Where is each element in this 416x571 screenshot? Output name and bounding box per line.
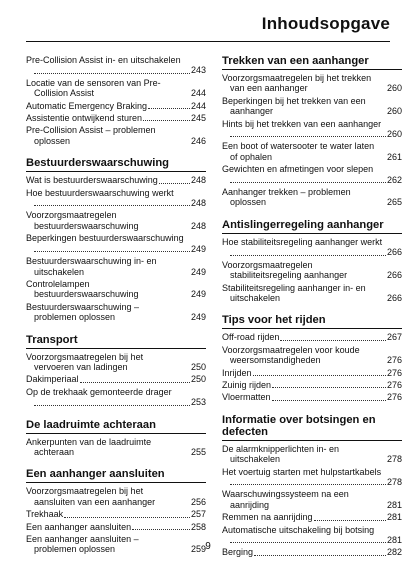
toc-entry-page: 262 — [386, 174, 402, 185]
toc-entry[interactable] — [26, 486, 206, 507]
toc-entry-label: Beperkingen bij het trekken van een aanhanger — [222, 95, 366, 117]
section-heading: Transport — [26, 333, 78, 346]
toc-entry-page: 248 — [190, 175, 206, 186]
toc-entry-page: 281 — [386, 499, 402, 510]
toc-entry-page: 276 — [386, 367, 402, 378]
toc-entry-leader — [222, 247, 402, 257]
toc-entry-row — [222, 444, 402, 465]
toc-entry-page: 278 — [386, 454, 402, 465]
toc-entry-page: 250 — [190, 374, 206, 385]
toc-entry-page: 250 — [190, 361, 206, 372]
toc-entry-page: 243 — [190, 65, 206, 76]
leader-dots — [143, 119, 190, 121]
toc-entry-label: Op de trekhaak gemonteerde drager — [26, 386, 172, 397]
toc-entry-row — [26, 437, 206, 458]
toc-entry[interactable] — [26, 175, 206, 185]
leader-dots — [254, 554, 386, 556]
toc-entry-page: 249 — [190, 312, 206, 323]
title-divider — [26, 41, 390, 42]
toc-entry-label: Hoe bestuurderswaarschuwing werkt — [26, 187, 174, 198]
toc-entry-label: Hoe stabiliteitsregeling aanhanger werkt — [222, 236, 383, 247]
toc-section — [26, 157, 206, 172]
leader-dots — [272, 386, 386, 388]
toc-entry-label: Vloermatten — [222, 392, 271, 403]
toc-column-right — [222, 55, 402, 560]
toc-section — [26, 419, 206, 434]
toc-entry-page: 267 — [386, 332, 402, 343]
toc-entry-label: Voorzorgsmaatregelen bij het trekken van een aanhanger — [222, 73, 372, 94]
leader-dots — [64, 516, 190, 518]
toc-entry-leader — [222, 175, 402, 185]
toc-entry[interactable] — [222, 345, 402, 366]
toc-entry-row — [222, 141, 402, 162]
toc-entry-page: 261 — [386, 151, 402, 162]
toc-entry[interactable] — [222, 164, 402, 185]
toc-entry[interactable] — [222, 73, 402, 94]
toc-entry[interactable] — [222, 467, 402, 488]
toc-entry-row — [26, 256, 206, 277]
toc-entry-leader — [222, 477, 402, 487]
toc-entry-page: 266 — [386, 247, 402, 258]
toc-entry-row — [26, 78, 206, 99]
page-number: 9 — [205, 541, 211, 552]
toc-entry-page: 244 — [190, 88, 206, 99]
section-heading: Informatie over botsingen en defecten — [222, 413, 376, 438]
toc-entry-row — [222, 283, 402, 304]
toc-entry-label: Zuinig rijden — [222, 379, 272, 390]
toc-entry[interactable] — [26, 256, 206, 277]
toc-entry[interactable] — [222, 489, 402, 510]
toc-entry-label: Het voertuig starten met hulpstartkabels — [222, 466, 382, 477]
leader-dots — [34, 72, 190, 74]
toc-section — [222, 219, 402, 234]
toc-entry-row — [222, 73, 402, 94]
toc-entry-page: 245 — [190, 113, 206, 124]
toc-entry-label: Stabiliteitsregeling aanhanger in- en uitschakelen — [222, 282, 366, 303]
toc-entry-page: 276 — [386, 392, 402, 403]
section-divider — [26, 171, 206, 172]
section-divider — [26, 348, 206, 349]
toc-section — [222, 414, 402, 441]
toc-entry-page: 246 — [190, 135, 206, 146]
toc-entry-row — [222, 489, 402, 510]
toc-entry-label: Voorzorgsmaatregelen stabiliteitsregeling aanhanger — [222, 259, 348, 281]
toc-entry-label: Voorzorgsmaatregelen bij het vervoeren van ladingen — [26, 351, 144, 372]
toc-entry-label: Controlelampen bestuurderswaarschuwing — [26, 278, 139, 300]
toc-section — [222, 55, 402, 70]
toc-entry-row — [26, 302, 206, 323]
toc-entry-label: Remmen na aanrijding — [222, 512, 313, 523]
toc-entry-page: 276 — [386, 355, 402, 366]
leader-dots — [230, 254, 386, 256]
toc-entry-leader — [26, 65, 206, 75]
toc-entry[interactable] — [222, 392, 402, 402]
toc-entry-label: Voorzorgsmaatregelen bestuurderswaarschuwing — [26, 210, 139, 231]
toc-entry-page: 249 — [190, 266, 206, 277]
toc-entry[interactable] — [26, 113, 206, 123]
toc-entry[interactable] — [222, 96, 402, 117]
toc-entry[interactable] — [222, 444, 402, 465]
section-divider — [222, 233, 402, 234]
toc-entry[interactable] — [26, 374, 206, 384]
section-heading: Trekken van een aanhanger — [222, 55, 369, 67]
toc-entry-label: De alarmknipperlichten in- en uitschakelen — [222, 443, 340, 465]
toc-entry-page: 258 — [190, 521, 206, 532]
toc-entry-leader — [26, 244, 206, 254]
toc-entry-page: 260 — [386, 106, 402, 117]
toc-entry[interactable] — [26, 188, 206, 209]
toc-entry-page: 244 — [190, 100, 206, 111]
toc-entry-row — [26, 486, 206, 507]
toc-entry-label: Hints bij het trekken van een aanhanger — [222, 118, 382, 129]
toc-entry-label: Voorzorgsmaatregelen bij het aansluiten van een aanhanger — [26, 486, 156, 507]
toc-entry[interactable] — [26, 352, 206, 373]
toc-entry-row — [26, 279, 206, 300]
toc-entry[interactable] — [26, 509, 206, 519]
toc-entry-page: 260 — [386, 129, 402, 140]
page-title: Inhoudsopgave — [261, 14, 390, 33]
toc-entry[interactable] — [222, 283, 402, 304]
toc-entry-label: Bestuurderswaarschuwing in- en uitschakelen — [26, 256, 157, 277]
toc-entry-row — [222, 96, 402, 117]
toc-entry-page: 265 — [386, 197, 402, 208]
toc-entry-page: 256 — [190, 496, 206, 507]
section-heading: Een aanhanger aansluiten — [26, 468, 165, 481]
toc-entry-label: Voorzorgsmaatregelen voor koude weersomstandigheden — [222, 344, 360, 366]
toc-entry-label: Beperkingen bestuurderswaarschuwing — [26, 233, 184, 244]
toc-entry-page: 266 — [386, 270, 402, 281]
toc-entry[interactable] — [222, 368, 402, 378]
toc-entry-label: Automatic Emergency Braking — [26, 100, 148, 111]
toc-section — [26, 468, 206, 483]
leader-dots — [132, 528, 190, 530]
toc-entry-label: Een aanhanger aansluiten – problemen oplossen — [26, 534, 139, 555]
toc-entry-label: Gewichten en afmetingen voor slepen — [222, 164, 374, 175]
section-divider — [222, 328, 402, 329]
section-heading: Tips voor het rijden — [222, 314, 326, 327]
toc-entry-label: Assistentie ontwijkend sturen — [26, 113, 143, 124]
leader-dots — [230, 181, 386, 183]
leader-dots — [280, 339, 386, 341]
leader-dots — [34, 250, 190, 252]
toc-entry-row — [222, 187, 402, 208]
section-divider — [26, 482, 206, 483]
leader-dots — [230, 483, 386, 485]
toc-entry[interactable] — [26, 279, 206, 300]
toc-entry-leader — [26, 198, 206, 208]
toc-entry[interactable] — [26, 233, 206, 254]
toc-entry-leader — [26, 397, 206, 407]
toc-entry[interactable] — [26, 302, 206, 323]
toc-entry-label: Berging — [222, 547, 254, 558]
toc-entry[interactable] — [26, 101, 206, 111]
section-divider — [222, 440, 402, 441]
toc-section — [222, 314, 402, 329]
section-divider — [222, 69, 402, 70]
toc-entry-label: Dakimperiaal — [26, 374, 79, 385]
toc-entry[interactable] — [26, 55, 206, 76]
section-heading: Antislingerregeling aanhanger — [222, 218, 384, 231]
toc-entry-label: Off-road rijden — [222, 332, 280, 343]
toc-entry-label: Aanhanger trekken – problemen oplossen — [222, 187, 351, 208]
toc-entry[interactable] — [222, 237, 402, 258]
toc-entry-label: Automatische uitschakeling bij botsing — [222, 524, 375, 535]
toc-entry[interactable] — [26, 387, 206, 408]
toc-entry[interactable] — [26, 78, 206, 99]
toc-entry[interactable] — [222, 119, 402, 140]
section-heading: Bestuurderswaarschuwing — [26, 157, 169, 170]
toc-entry[interactable] — [222, 332, 402, 342]
toc-entry-label: Trekhaak — [26, 509, 64, 520]
toc-entry-page: 266 — [386, 292, 402, 303]
toc-entry-label: Pre-Collision Assist in- en uitschakelen — [26, 55, 181, 65]
toc-entry-row — [26, 210, 206, 231]
toc-entry-page: 281 — [386, 535, 402, 545]
toc-entry-page: 255 — [190, 446, 206, 457]
leader-dots — [34, 404, 190, 406]
toc-section — [26, 334, 206, 349]
toc-entry-row — [26, 125, 206, 146]
leader-dots — [80, 381, 190, 383]
toc-entry[interactable] — [26, 125, 206, 146]
toc-entry-page: 259 — [190, 544, 206, 555]
toc-entry-page: 276 — [386, 379, 402, 390]
toc-entry[interactable] — [222, 187, 402, 208]
toc-entry-label: Locatie van de sensoren van Pre-Collision Assist — [26, 77, 161, 99]
toc-entry-page: 278 — [386, 476, 402, 487]
section-divider — [26, 433, 206, 434]
toc-entry-label: Een aanhanger aansluiten — [26, 521, 132, 532]
toc-entry-label: Ankerpunten van de laadruimte achteraan — [26, 436, 152, 457]
toc-entry-leader — [222, 129, 402, 139]
toc-entry[interactable] — [222, 260, 402, 281]
leader-dots — [34, 204, 190, 206]
leader-dots — [148, 107, 190, 109]
toc-entry[interactable] — [26, 210, 206, 231]
leader-dots — [230, 135, 386, 137]
leader-dots — [159, 182, 190, 184]
toc-entry-row — [222, 260, 402, 281]
toc-entry-page: 282 — [386, 547, 402, 558]
toc-entry-page: 248 — [190, 198, 206, 209]
leader-dots — [272, 399, 386, 401]
toc-entry-page: 248 — [190, 220, 206, 231]
toc-entry-label: Bestuurderswaarschuwing – problemen oplossen — [26, 301, 140, 323]
leader-dots — [314, 519, 386, 521]
toc-entry-label: Pre-Collision Assist – problemen oplossen — [26, 125, 156, 146]
toc-entry-page: 281 — [386, 512, 402, 523]
toc-entry-page: 260 — [386, 83, 402, 94]
toc-column-left — [26, 55, 206, 557]
toc-entry-row — [26, 352, 206, 373]
toc-entry-page: 249 — [190, 289, 206, 300]
leader-dots — [253, 374, 386, 376]
section-heading: De laadruimte achteraan — [26, 418, 156, 431]
toc-entry[interactable] — [26, 437, 206, 458]
toc-entry-page: 257 — [190, 509, 206, 520]
toc-entry[interactable] — [222, 141, 402, 162]
toc-entry[interactable] — [222, 380, 402, 390]
toc-entry-label: Wat is bestuurderswaarschuwing — [26, 175, 158, 186]
toc-entry[interactable] — [26, 522, 206, 532]
toc-entry-label: Waarschuwingssysteem na een aanrijding — [222, 489, 349, 510]
toc-entry-row — [222, 345, 402, 366]
toc-entry-label: Inrijden — [222, 367, 252, 378]
toc-entry-page: 249 — [190, 243, 206, 254]
toc-entry[interactable] — [222, 512, 402, 522]
toc-entry-label: Een boot of watersooter te water laten of ophalen — [222, 141, 375, 162]
toc-entry-page: 253 — [190, 397, 206, 408]
